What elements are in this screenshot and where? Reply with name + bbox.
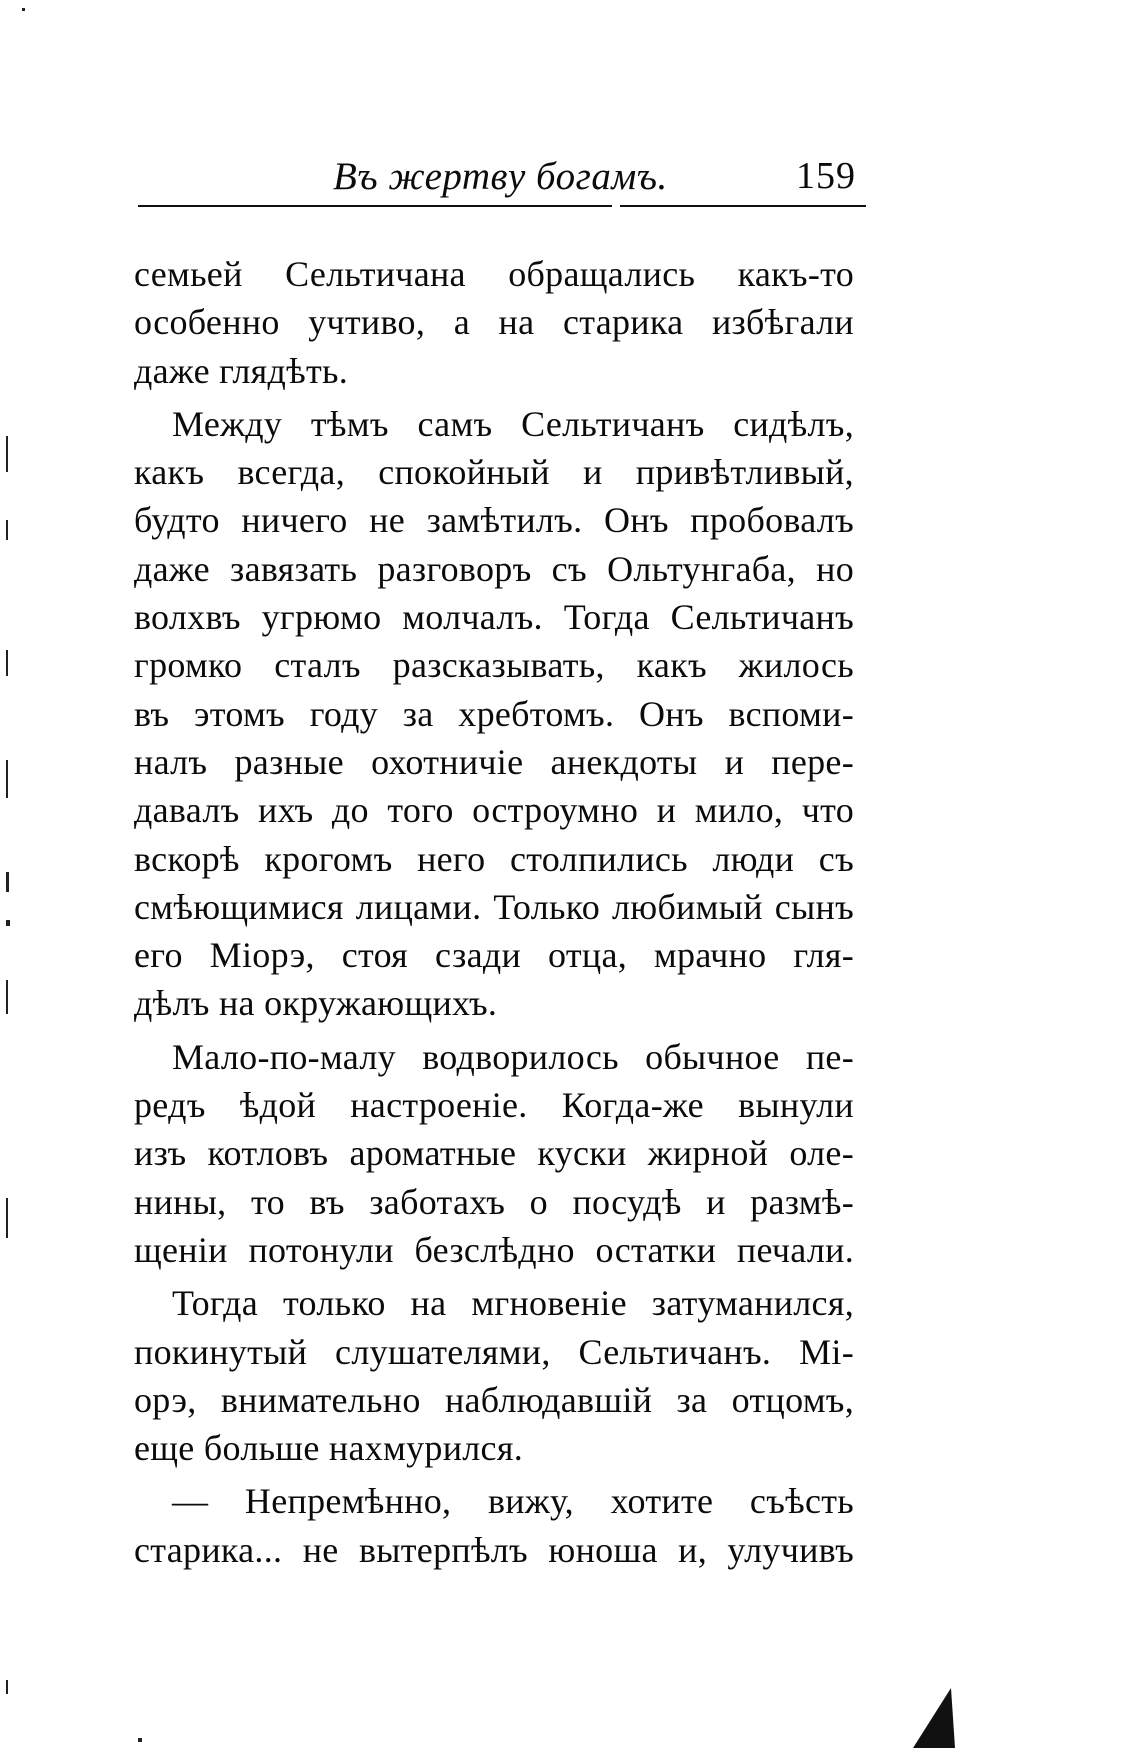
text-line: Тогда только на мгновеніе затуманился, — [172, 1283, 854, 1324]
text-line: его Міорэ, стоя сзади отца, мрачно гля- — [134, 935, 854, 976]
text-line: даже завязать разговоръ съ Ольтунгаба, но — [134, 548, 854, 589]
scan-mark — [6, 1680, 8, 1694]
scan-mark — [6, 436, 8, 472]
text-line: волхвъ угрюмо молчалъ. Тогда Сельтичанъ — [134, 597, 854, 638]
paragraph-2 — [134, 400, 854, 1028]
text-line: какъ всегда, спокойный и привѣтливый, — [134, 452, 854, 493]
text-line: Между тѣмъ самъ Сельтичанъ сидѣлъ, — [172, 403, 854, 444]
text-line: — Непремѣнно, вижу, хотите съѣсть — [172, 1481, 854, 1522]
scan-mark — [6, 872, 9, 892]
header-rule — [138, 205, 866, 207]
text-line: налъ разные охотничіе анекдоты и пере- — [134, 741, 854, 782]
scan-mark — [6, 650, 8, 676]
text-line: дѣлъ на окружающихъ. — [134, 983, 498, 1024]
text-line: особенно учтиво, а на старика избѣгали — [134, 302, 854, 343]
paragraph-1 — [134, 250, 854, 395]
text-line: орэ, внимательно наблюдавшій за отцомъ, — [134, 1379, 854, 1420]
scan-mark — [6, 760, 8, 798]
text-line: давалъ ихъ до того остроумно и мило, что — [134, 790, 854, 831]
scan-mark — [22, 8, 25, 11]
paragraph-5 — [134, 1477, 854, 1574]
scan-blot — [913, 1688, 955, 1748]
text-line: старика... не вытерпѣлъ юноша и, улучивъ — [134, 1529, 854, 1570]
scan-mark — [6, 1198, 8, 1238]
text-line: вскорѣ крогомъ него столпились люди съ — [134, 838, 854, 879]
scan-mark — [138, 1738, 142, 1742]
scan-mark — [6, 980, 8, 1014]
page-header — [138, 150, 864, 208]
text-line: будто ничего не замѣтилъ. Онъ пробовалъ — [134, 500, 854, 541]
body-text — [134, 250, 854, 1579]
paragraph-3 — [134, 1033, 854, 1274]
text-line: въ этомъ году за хребтомъ. Онъ вспоми- — [134, 693, 854, 734]
page-number: 159 — [796, 155, 856, 197]
text-line: семьей Сельтичана обращались какъ-то — [134, 254, 854, 294]
text-line: редъ ѣдой настроеніе. Когда-же вынули — [134, 1085, 854, 1126]
text-line: еще больше нахмурился. — [134, 1428, 523, 1469]
text-line: щеніи потонули безслѣдно остатки печали. — [134, 1229, 854, 1270]
running-title: Въ жертву богамъ. — [333, 155, 668, 198]
text-line: Мало-по-малу водворилось обычное пе- — [172, 1036, 854, 1077]
text-line: смѣющимися лицами. Только любимый сынъ — [134, 886, 854, 927]
paragraph-4 — [134, 1279, 854, 1472]
scan-mark — [6, 520, 8, 540]
text-line: изъ котловъ ароматные куски жирной оле- — [134, 1133, 854, 1174]
header-rule-gap — [612, 204, 620, 208]
scan-mark — [6, 920, 10, 926]
text-line: даже глядѣть. — [134, 350, 349, 391]
text-line: нины, то въ заботахъ о посудѣ и размѣ- — [134, 1181, 854, 1222]
text-line: покинутый слушателями, Сельтичанъ. Мі- — [134, 1331, 854, 1372]
text-line: громко сталъ разсказывать, какъ жилось — [134, 645, 854, 686]
